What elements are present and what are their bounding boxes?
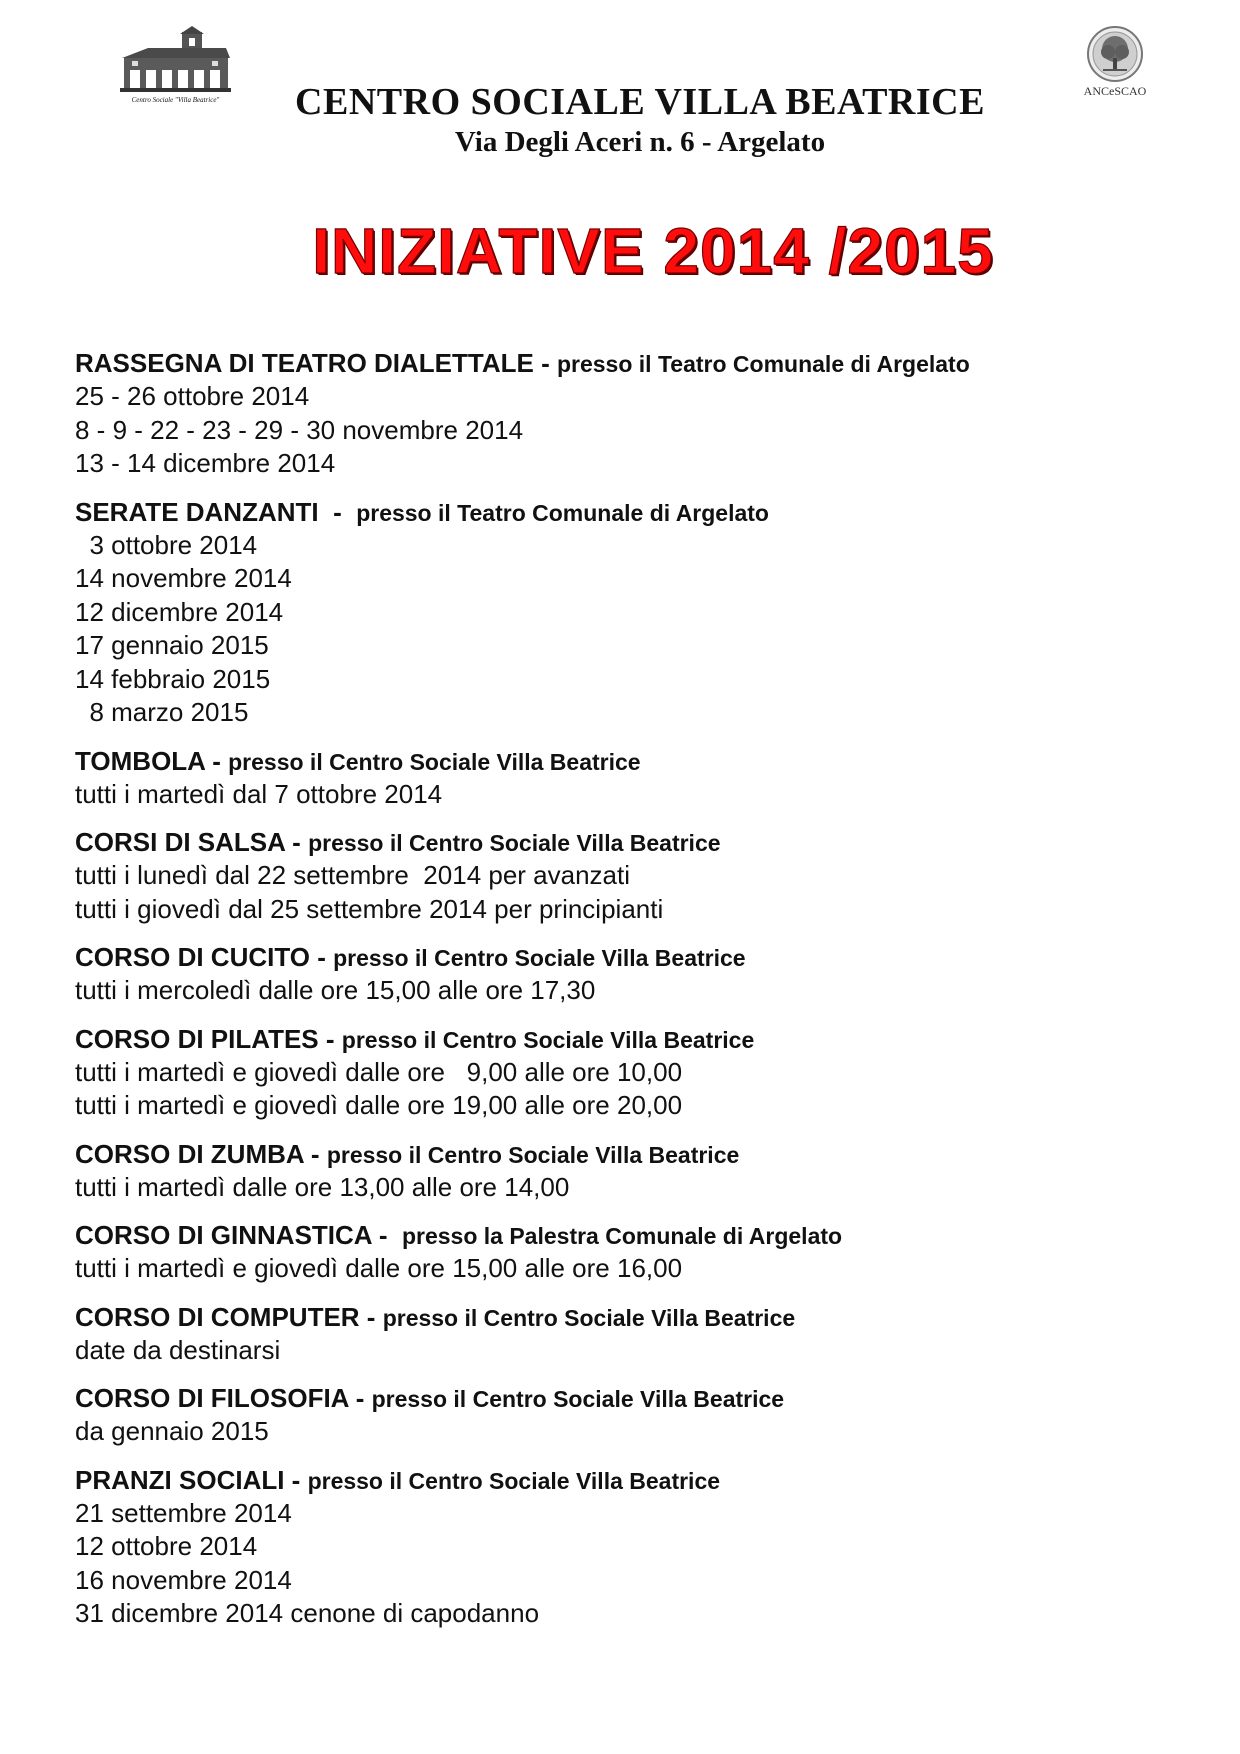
initiative-location: presso la Palestra Comunale di Argelato	[401, 1223, 843, 1249]
initiative-heading	[75, 495, 1195, 529]
initiative-separator: -	[284, 827, 309, 857]
initiative-separator: -	[309, 942, 334, 972]
left-logo-caption: Centro Sociale "Villa Beatrice"	[131, 96, 220, 104]
initiative-separator: -	[359, 1301, 383, 1332]
initiative-schedule-line: 14 febbraio 2015	[75, 663, 271, 694]
organization-name: CENTRO SOCIALE VILLA BEATRICE	[295, 81, 985, 123]
initiative-schedule-line: date da destinarsi	[75, 1334, 281, 1365]
initiative-name: CORSO DI ZUMBA	[75, 1138, 304, 1169]
initiative-heading	[75, 744, 1195, 778]
initiative-heading	[75, 346, 1195, 380]
initiative-location: presso il Centro Sociale Villa Beatrice	[228, 748, 641, 775]
initiative-name: SERATE DANZANTI	[75, 496, 319, 527]
initiative-separator: -	[348, 1383, 372, 1413]
initiative-heading	[75, 1137, 1195, 1171]
initiative-location: presso il Centro Sociale Villa Beatrice	[371, 1386, 785, 1412]
initiative-name: CORSI DI SALSA	[75, 827, 285, 857]
initiative-location: presso il Centro Sociale Villa Beatrice	[333, 945, 746, 971]
initiative-location: presso il Centro Sociale Villa Beatrice	[307, 1467, 721, 1494]
initiative-location: presso il Centro Sociale Villa Beatrice	[308, 830, 721, 856]
initiative-location: presso il Centro Sociale Villa Beatrice	[382, 1304, 796, 1331]
initiative-name: TOMBOLA	[75, 745, 205, 776]
initiative-location: presso il Teatro Comunale di Argelato	[556, 351, 970, 377]
initiative-heading	[75, 1022, 1195, 1056]
initiative-schedule-line: 21 settembre 2014	[75, 1497, 292, 1528]
initiative-schedule-line: 31 dicembre 2014 cenone di capodanno	[75, 1598, 540, 1628]
initiative-location: presso il Centro Sociale Villa Beatrice	[326, 1141, 740, 1168]
initiative-schedule-line: tutti i martedì dalle ore 13,00 alle ore 14,00	[75, 1171, 570, 1202]
initiative-section	[75, 1463, 1195, 1631]
initiative-section	[75, 1300, 1195, 1368]
right-logo-caption: ANCeSCAO	[1083, 84, 1147, 98]
initiative-name: CORSO DI FILOSOFIA	[75, 1383, 349, 1413]
initiative-heading	[75, 1463, 1195, 1497]
initiative-separator: -	[205, 745, 229, 776]
initiative-schedule-line: 12 dicembre 2014	[75, 596, 284, 627]
initiative-name: CORSO DI CUCITO	[75, 942, 310, 972]
initiative-schedule-line: tutti i mercoledì dalle ore 15,00 alle ore 17,30	[75, 975, 596, 1005]
initiative-section	[75, 825, 1195, 926]
initiative-schedule-line: 12 ottobre 2014	[75, 1531, 258, 1561]
initiative-section	[75, 346, 1195, 481]
main-title: INIZIATIVE 2014 /2015	[312, 215, 994, 287]
organization-address: Via Degli Aceri n. 6 - Argelato	[454, 126, 826, 158]
initiative-schedule-line: 17 gennaio 2015	[75, 630, 269, 660]
initiative-heading	[75, 825, 1195, 859]
initiative-schedule-line: tutti i martedì e giovedì dalle ore 15,00 alle ore 16,00	[75, 1253, 683, 1283]
initiative-heading	[75, 940, 1195, 974]
initiatives-list	[75, 346, 1195, 1645]
initiative-section	[75, 495, 1195, 730]
initiative-heading	[75, 1218, 1195, 1252]
initiative-section	[75, 940, 1195, 1008]
initiative-schedule-line: 8 marzo 2015	[75, 697, 249, 727]
initiative-section	[75, 1218, 1195, 1286]
initiative-section	[75, 1137, 1195, 1205]
initiative-schedule-line: tutti i lunedì dal 22 settembre 2014 per avanzati	[75, 860, 631, 890]
tree-seal-icon	[1075, 22, 1155, 84]
initiative-schedule-line: tutti i martedì dal 7 ottobre 2014	[75, 778, 443, 809]
initiative-schedule-line: 13 - 14 dicembre 2014	[75, 448, 336, 478]
initiative-name: PRANZI SOCIALI	[75, 1464, 285, 1495]
initiative-location: presso il Teatro Comunale di Argelato	[356, 499, 769, 526]
initiative-location: presso il Centro Sociale Villa Beatrice	[341, 1026, 755, 1053]
initiative-separator: -	[303, 1138, 327, 1169]
initiative-schedule-line: tutti i martedì e giovedì dalle ore 19,00 alle ore 20,00	[75, 1090, 683, 1120]
initiative-schedule-line: tutti i martedì e giovedì dalle ore 9,00 alle ore 10,00	[75, 1056, 683, 1087]
initiative-schedule-line: 25 - 26 ottobre 2014	[75, 381, 310, 411]
initiative-name: CORSO DI COMPUTER	[75, 1301, 360, 1332]
initiative-name: RASSEGNA DI TEATRO DIALETTALE	[75, 348, 534, 378]
initiative-schedule-line: 8 - 9 - 22 - 23 - 29 - 30 novembre 2014	[75, 414, 524, 445]
initiative-separator: -	[533, 348, 557, 378]
initiative-schedule-line: 14 novembre 2014	[75, 563, 292, 593]
initiative-section	[75, 1022, 1195, 1123]
initiative-schedule-line: da gennaio 2015	[75, 1416, 269, 1446]
initiative-name: CORSO DI GINNASTICA	[75, 1220, 372, 1250]
initiative-schedule-line: 3 ottobre 2014	[75, 529, 258, 560]
initiative-schedule-line: tutti i giovedì dal 25 settembre 2014 per principianti	[75, 893, 664, 924]
initiative-heading	[75, 1300, 1195, 1334]
initiative-section	[75, 1381, 1195, 1449]
initiative-separator: -	[318, 496, 357, 527]
initiative-schedule-line: 16 novembre 2014	[75, 1564, 292, 1595]
initiative-separator: -	[284, 1464, 308, 1495]
initiative-name: CORSO DI PILATES	[75, 1023, 319, 1054]
initiative-separator: -	[371, 1220, 402, 1250]
initiative-heading	[75, 1381, 1195, 1415]
initiative-section	[75, 744, 1195, 812]
initiative-separator: -	[318, 1023, 342, 1054]
